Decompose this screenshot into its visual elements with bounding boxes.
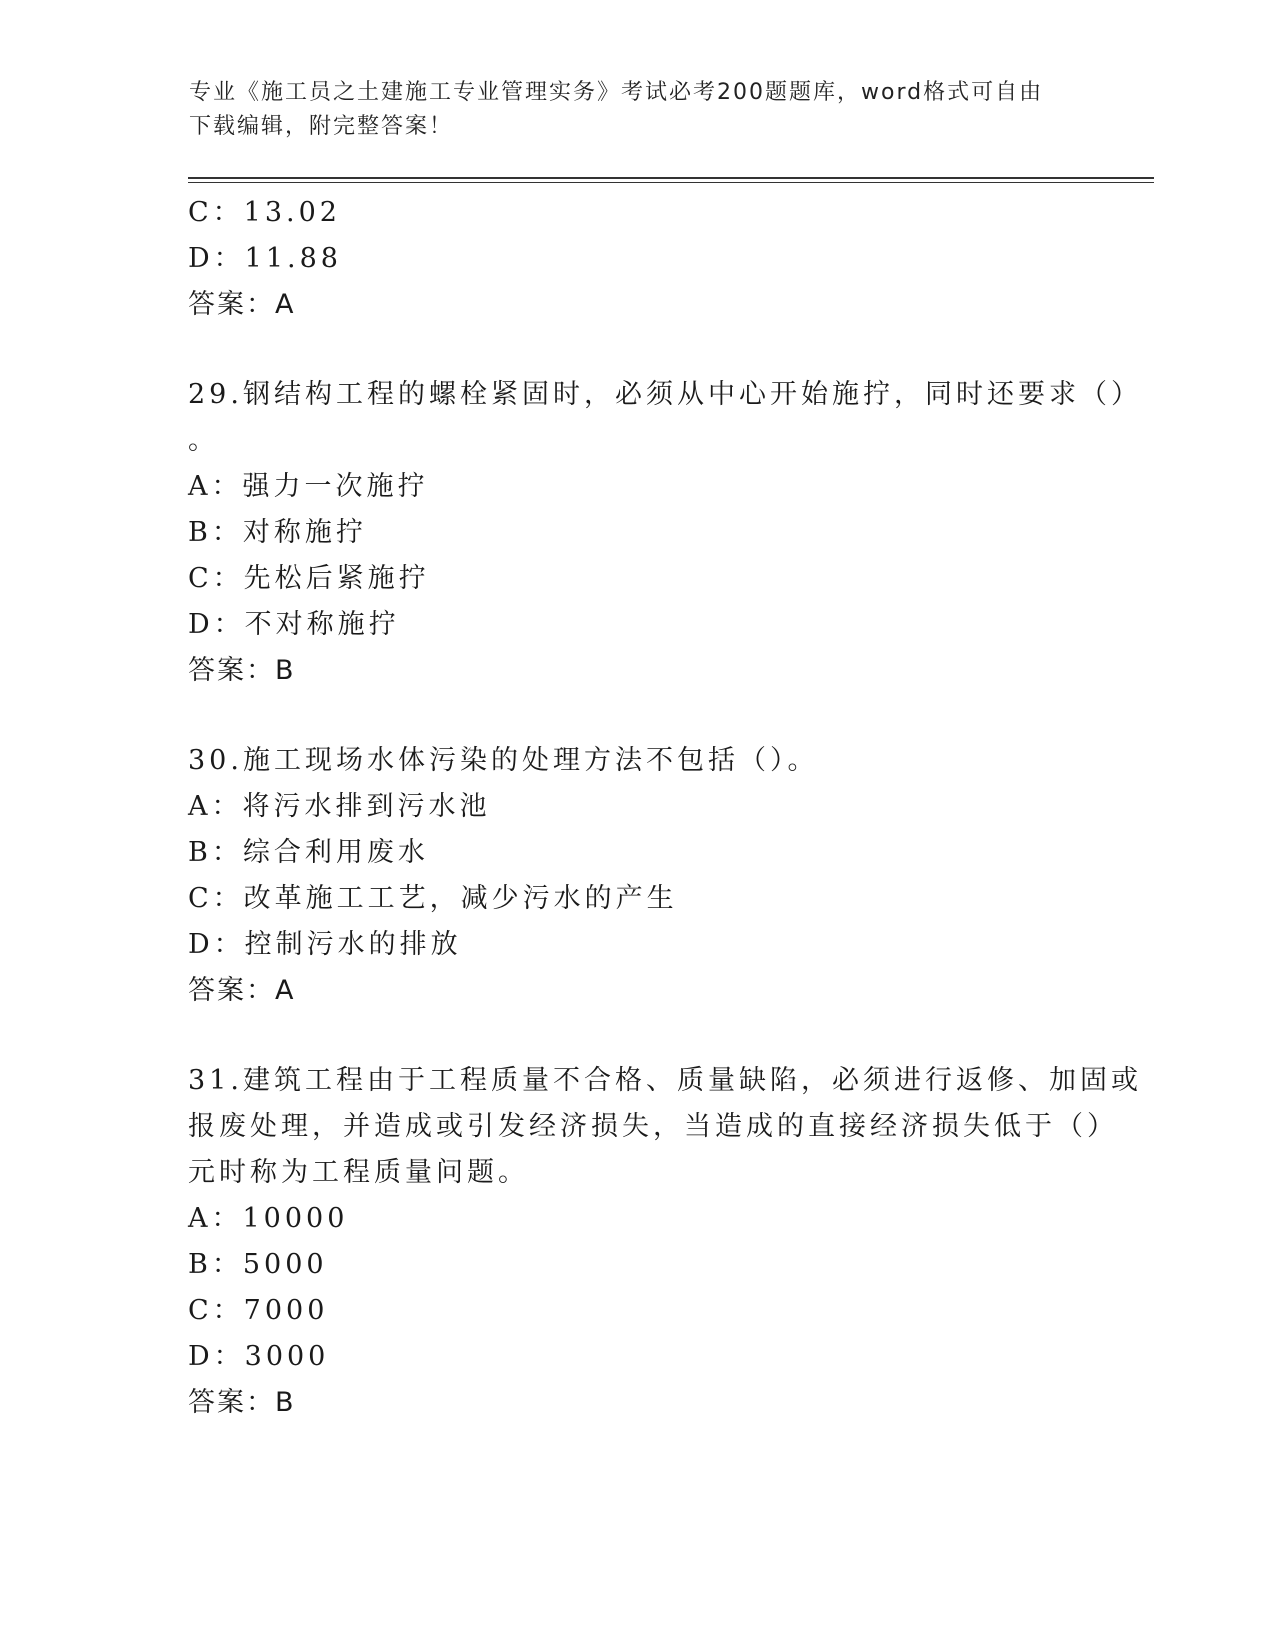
spacer <box>188 1014 1088 1058</box>
option-d: D：3000 <box>188 1341 330 1372</box>
option-d: D：11.88 <box>188 243 342 274</box>
header-divider-thin <box>188 182 1154 183</box>
option-c: C：先松后紧施拧 <box>188 563 430 594</box>
option-a: A：10000 <box>188 1203 349 1234</box>
question-text: 30.施工现场水体污染的处理方法不包括（）。 <box>188 745 819 776</box>
question-text-continued: 报废处理，并造成或引发经济损失，当造成的直接经济损失低于（） <box>188 1111 1118 1142</box>
question-block-31 <box>188 1058 1142 1426</box>
question-text: 29.钢结构工程的螺栓紧固时，必须从中心开始施拧，同时还要求（） <box>188 379 1142 410</box>
spacer <box>188 694 1088 738</box>
question-block-previous <box>188 190 1088 328</box>
option-c: C：13.02 <box>188 197 341 228</box>
header-divider <box>188 177 1154 179</box>
answer-line: 答案：A <box>188 975 296 1006</box>
document-body <box>188 190 1142 1426</box>
spacer <box>188 328 1088 372</box>
option-d: D：不对称施拧 <box>188 609 400 640</box>
header-line-1: 专业《施工员之土建施工专业管理实务》考试必考200题题库，word格式可自由 <box>189 80 1044 105</box>
answer-line: 答案：B <box>188 1387 296 1418</box>
question-text: 31.建筑工程由于工程质量不合格、质量缺陷，必须进行返修、加固或 <box>188 1065 1142 1096</box>
option-b: B：对称施拧 <box>188 517 367 548</box>
option-b: B：综合利用废水 <box>188 837 429 868</box>
answer-line: 答案：B <box>188 655 296 686</box>
question-text-continued: 。 <box>188 425 219 456</box>
option-a: A：强力一次施拧 <box>188 471 429 502</box>
question-block-30 <box>188 738 1088 1014</box>
page-header <box>189 76 1069 144</box>
option-b: B：5000 <box>188 1249 328 1280</box>
option-c: C：改革施工工艺，减少污水的产生 <box>188 883 678 914</box>
option-a: A：将污水排到污水池 <box>188 791 491 822</box>
option-c: C：7000 <box>188 1295 329 1326</box>
header-line-2: 下载编辑，附完整答案！ <box>189 114 454 139</box>
answer-line: 答案：A <box>188 289 296 320</box>
question-block-29 <box>188 372 1142 694</box>
question-text-continued: 元时称为工程质量问题。 <box>188 1157 529 1188</box>
option-d: D：控制污水的排放 <box>188 929 462 960</box>
